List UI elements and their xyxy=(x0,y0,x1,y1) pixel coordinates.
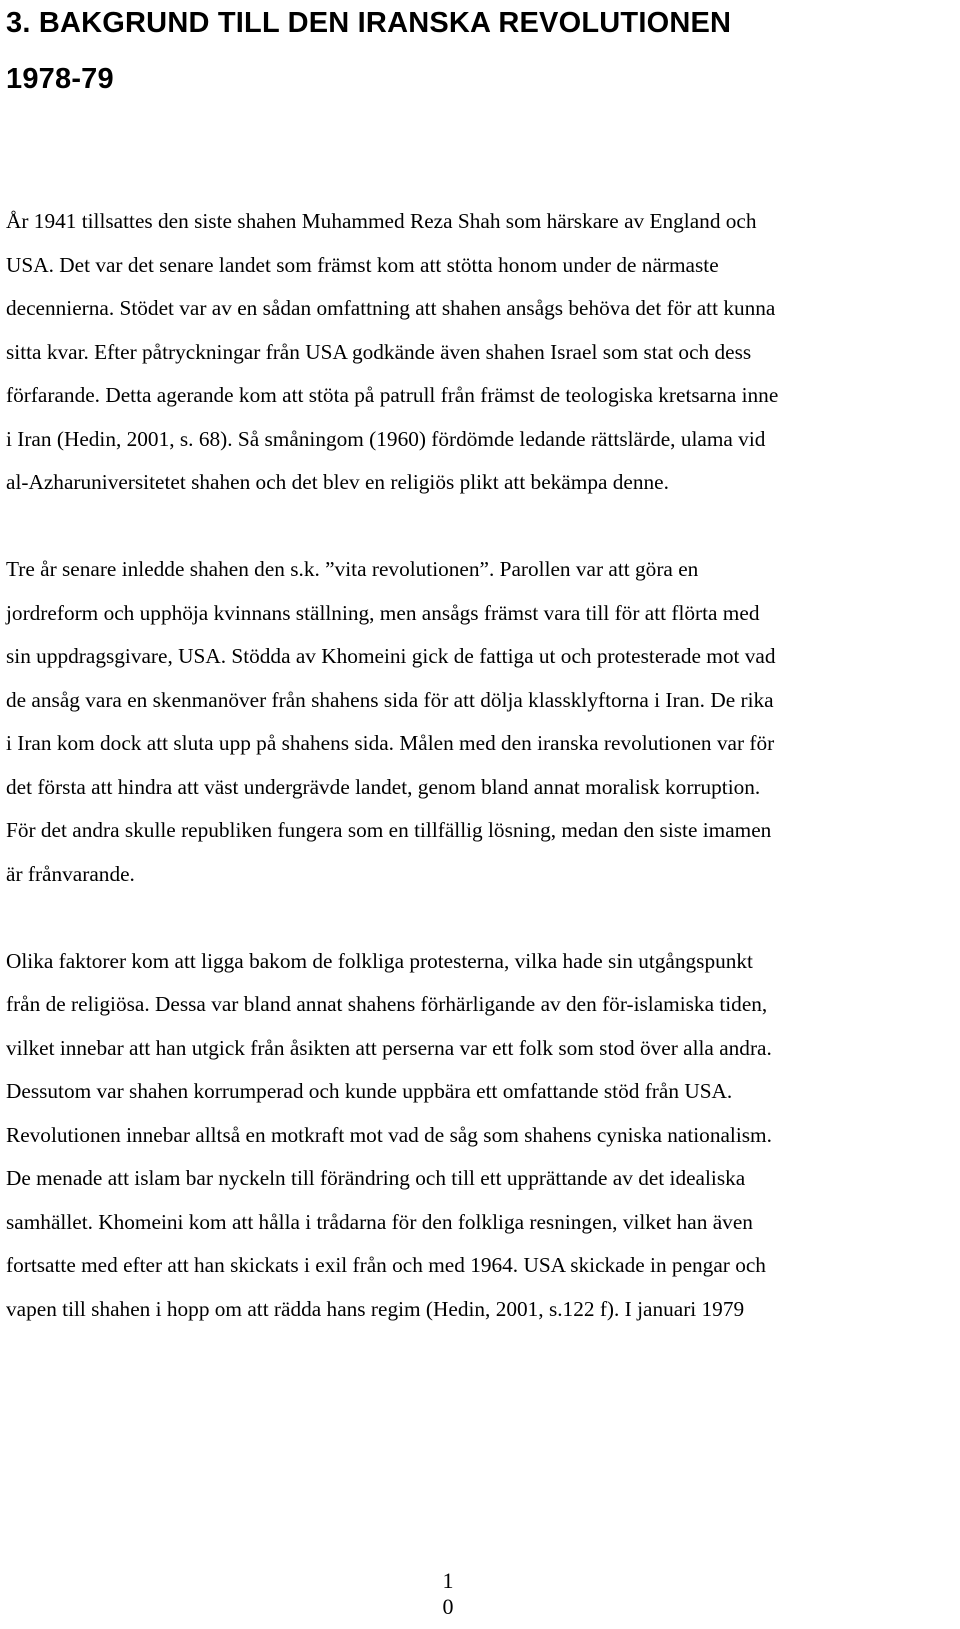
text-line: samhället. Khomeini kom att hålla i trådarna för den folkliga resningen, vilket han även xyxy=(6,1209,753,1234)
paragraph-2 xyxy=(6,548,956,896)
paragraph-1 xyxy=(6,200,956,505)
page-number-digit-2: 0 xyxy=(442,1594,454,1619)
text-line: i Iran (Hedin, 2001, s. 68). Så småningom (1960) fördömde ledande rättslärde, ulama vid xyxy=(6,426,766,451)
text-line: USA. Det var det senare landet som främst kom att stötta honom under de närmaste xyxy=(6,252,719,277)
section-heading xyxy=(6,0,956,102)
text-line: sitta kvar. Efter påtryckningar från USA godkände även shahen Israel som stat och dess xyxy=(6,339,752,364)
text-line: Olika faktorer kom att ligga bakom de folkliga protesterna, vilka hade sin utgångspunkt xyxy=(6,948,753,973)
text-line: År 1941 tillsattes den siste shahen Muhammed Reza Shah som härskare av England och xyxy=(6,209,757,233)
text-line: De menade att islam bar nyckeln till förändring och till ett upprättande av det idealiska xyxy=(6,1166,746,1190)
heading-line-1: 3. BAKGRUND TILL DEN IRANSKA REVOLUTIONEN xyxy=(6,7,732,39)
text-line: det första att hindra att väst undergrävde landet, genom bland annat moralisk korruption. xyxy=(6,774,761,799)
body-text xyxy=(6,200,956,1331)
page-number xyxy=(438,1568,458,1620)
text-line: fortsatte med efter att han skickats i exil från och med 1964. USA skickade in pengar och xyxy=(6,1253,766,1277)
heading-line-2: 1978-79 xyxy=(6,63,114,95)
text-line: förfarande. Detta agerande kom att stöta på patrull från främst de teologiska kretsarna inne xyxy=(6,383,779,407)
text-line: vilket innebar att han utgick från åsikten att perserna var ett folk som stod över alla andra. xyxy=(6,1035,772,1060)
text-line: För det andra skulle republiken fungera som en tillfällig lösning, medan den siste imamen xyxy=(6,818,772,842)
text-line: jordreform och upphöja kvinnans ställning, men ansågs främst vara till för att flörta med xyxy=(6,600,760,625)
text-line: från de religiösa. Dessa var bland annat shahens förhärligande av den för-islamiska tiden, xyxy=(6,992,768,1016)
text-line: sin uppdragsgivare, USA. Stödda av Khomeini gick de fattiga ut och protesterade mot vad xyxy=(6,644,776,668)
page-number-digit-1: 1 xyxy=(442,1568,454,1593)
text-line: vapen till shahen i hopp om att rädda hans regim (Hedin, 2001, s.122 f). I januari 1979 xyxy=(6,1296,745,1321)
text-line: Tre år senare inledde shahen den s.k. ”vita revolutionen”. Parollen var att göra en xyxy=(6,557,699,581)
text-line: Revolutionen innebar alltså en motkraft mot vad de såg som shahens cyniska nationalism. xyxy=(6,1122,772,1147)
text-line: decennierna. Stödet var av en sådan omfattning att shahen ansågs behöva det för att kunna xyxy=(6,296,776,320)
paragraph-3 xyxy=(6,940,956,1332)
text-line: al-Azharuniversitetet shahen och det blev en religiös plikt att bekämpa denne. xyxy=(6,470,669,494)
text-line: i Iran kom dock att sluta upp på shahens sida. Målen med den iranska revolutionen var för xyxy=(6,731,775,755)
text-line: Dessutom var shahen korrumperad och kunde uppbära ett omfattande stöd från USA. xyxy=(6,1079,733,1103)
text-line: är frånvarande. xyxy=(6,861,135,886)
text-line: de ansåg vara en skenmanöver från shahens sida för att dölja klassklyftorna i Iran. De rika xyxy=(6,687,774,712)
